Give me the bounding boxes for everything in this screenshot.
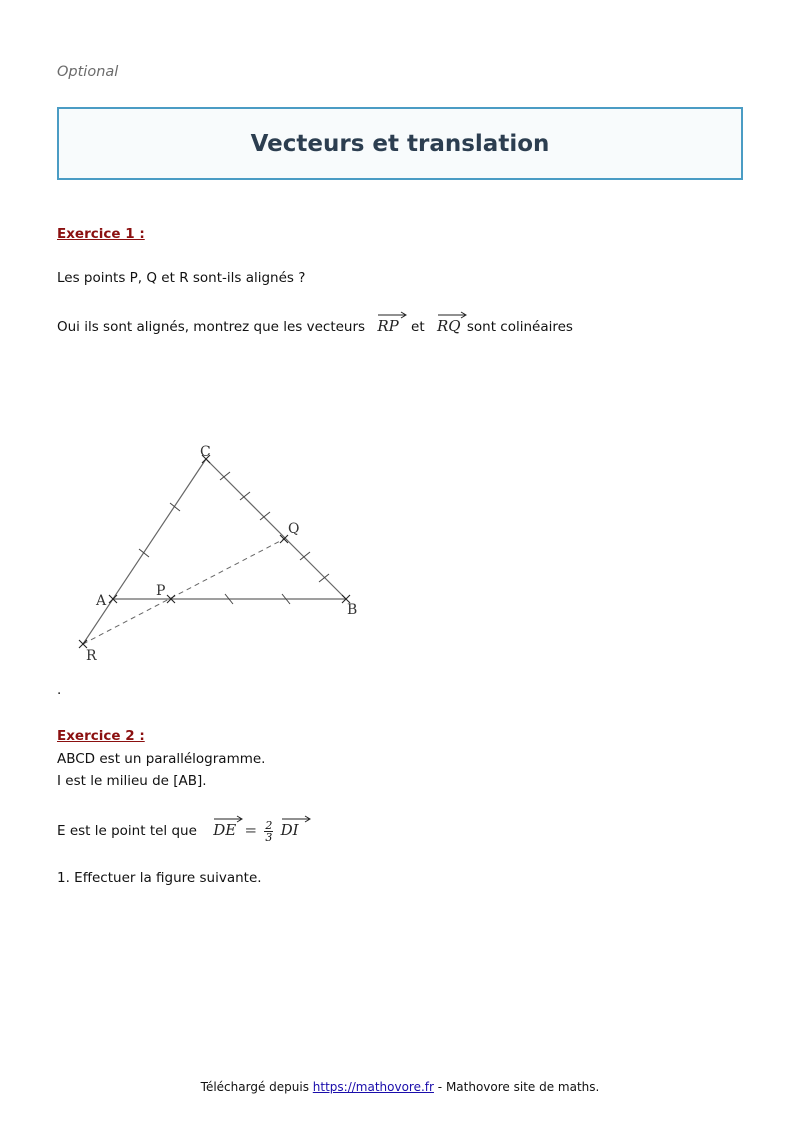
label-point-b: B bbox=[347, 602, 358, 618]
footer bbox=[0, 1080, 800, 1094]
label-point-c: C bbox=[200, 444, 211, 460]
exercise-1-heading: Exercice 1 : bbox=[57, 226, 145, 242]
footer-suffix: - Mathovore site de maths. bbox=[437, 1080, 600, 1094]
equals-sign: = bbox=[244, 821, 258, 839]
vector-rp: RP bbox=[377, 311, 398, 335]
exercise-1-question: Les points P, Q et R sont-ils alignés ? bbox=[57, 270, 306, 286]
exercise-2-line-2: I est le milieu de [AB]. bbox=[57, 773, 207, 789]
figure-period: . bbox=[57, 682, 62, 698]
exercise-2-question-1: 1. Effectuer la figure suivante. bbox=[57, 870, 262, 886]
label-point-q: Q bbox=[288, 521, 300, 537]
label-point-r: R bbox=[86, 648, 97, 664]
hint-suffix: sont colinéaires bbox=[466, 319, 573, 335]
exercise-2-line-1: ABCD est un parallélogramme. bbox=[57, 751, 266, 767]
fraction bbox=[264, 820, 273, 843]
vector-arrow-icon bbox=[281, 815, 311, 823]
triangle-figure bbox=[70, 436, 370, 666]
exercise-1-hint bbox=[57, 311, 573, 335]
footer-prefix: Téléchargé depuis bbox=[200, 1080, 309, 1094]
hint-connector: et bbox=[411, 319, 425, 335]
label-point-p: P bbox=[156, 583, 166, 599]
page-title: Vecteurs et translation bbox=[250, 130, 550, 157]
exercise-2-heading: Exercice 2 : bbox=[57, 728, 145, 744]
vector-arrow-icon bbox=[213, 815, 243, 823]
title-box bbox=[57, 107, 743, 180]
fraction-denominator: 3 bbox=[265, 830, 273, 844]
vector-arrow-icon bbox=[377, 311, 407, 319]
footer-link[interactable]: https://mathovore.fr bbox=[312, 1080, 434, 1094]
exercise-2-line-3 bbox=[57, 815, 301, 843]
vector-arrow-icon bbox=[437, 311, 467, 319]
vector-de: DE bbox=[213, 815, 236, 839]
fraction-numerator: 2 bbox=[265, 818, 273, 832]
hint-prefix: Oui ils sont alignés, montrez que les vecteurs bbox=[57, 319, 366, 335]
vector-di: DI bbox=[281, 815, 299, 839]
label-point-a: A bbox=[96, 593, 107, 609]
vector-rq: RQ bbox=[437, 311, 461, 335]
header-tag: Optional bbox=[57, 64, 119, 80]
line3-prefix: E est le point tel que bbox=[57, 823, 197, 839]
